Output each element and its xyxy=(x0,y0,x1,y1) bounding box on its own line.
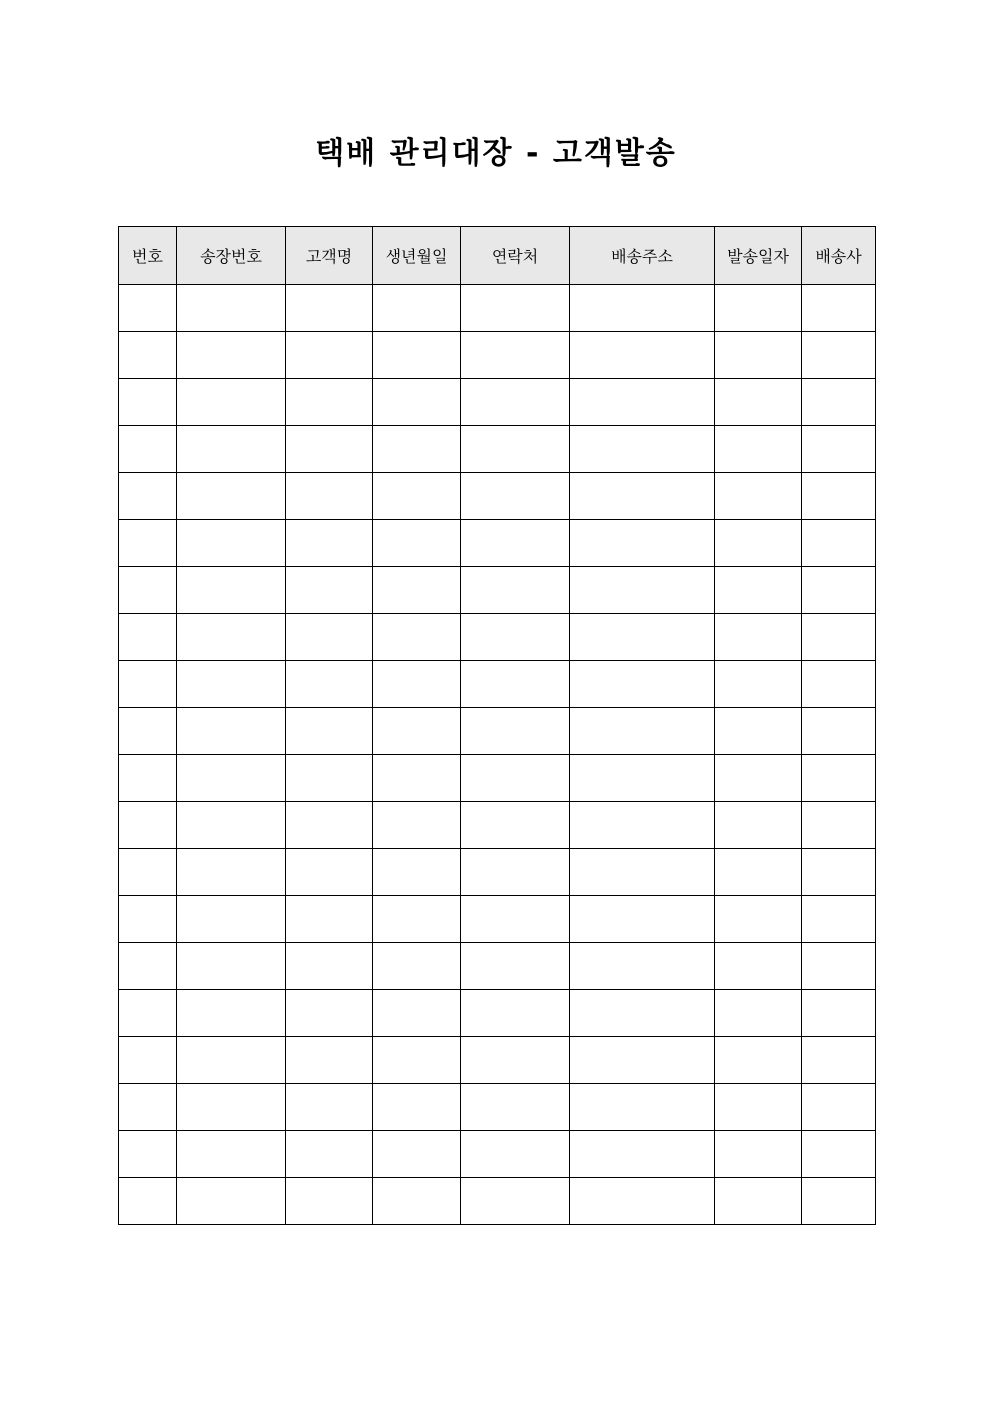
table-cell[interactable] xyxy=(802,1084,876,1131)
table-cell[interactable] xyxy=(715,802,802,849)
table-cell[interactable] xyxy=(177,1131,286,1178)
table-cell[interactable] xyxy=(570,1084,715,1131)
table-cell[interactable] xyxy=(461,520,570,567)
table-cell[interactable] xyxy=(570,379,715,426)
table-cell[interactable] xyxy=(286,990,373,1037)
table-cell[interactable] xyxy=(802,473,876,520)
table-cell[interactable] xyxy=(119,379,177,426)
table-cell[interactable] xyxy=(119,708,177,755)
table-cell[interactable] xyxy=(177,567,286,614)
table-cell[interactable] xyxy=(570,990,715,1037)
table-cell[interactable] xyxy=(461,661,570,708)
table-cell[interactable] xyxy=(461,1037,570,1084)
table-cell[interactable] xyxy=(177,426,286,473)
table-cell[interactable] xyxy=(570,285,715,332)
table-cell[interactable] xyxy=(461,567,570,614)
table-row xyxy=(119,1084,876,1131)
table-cell[interactable] xyxy=(715,896,802,943)
table-cell[interactable] xyxy=(461,379,570,426)
table-cell[interactable] xyxy=(177,896,286,943)
table-cell[interactable] xyxy=(461,990,570,1037)
table-cell[interactable] xyxy=(286,1131,373,1178)
table-cell[interactable] xyxy=(177,520,286,567)
table-cell[interactable] xyxy=(177,708,286,755)
table-cell[interactable] xyxy=(119,755,177,802)
table-cell[interactable] xyxy=(373,614,461,661)
table-cell[interactable] xyxy=(119,285,177,332)
table-cell[interactable] xyxy=(373,379,461,426)
table-cell[interactable] xyxy=(715,520,802,567)
table-cell[interactable] xyxy=(373,708,461,755)
table-cell[interactable] xyxy=(461,473,570,520)
table-cell[interactable] xyxy=(286,614,373,661)
header-customer-name: 고객명 xyxy=(286,227,373,285)
table-cell[interactable] xyxy=(570,755,715,802)
table-cell[interactable] xyxy=(286,896,373,943)
table-cell[interactable] xyxy=(286,755,373,802)
table-cell[interactable] xyxy=(570,661,715,708)
table-cell[interactable] xyxy=(373,473,461,520)
table-row xyxy=(119,755,876,802)
table-row xyxy=(119,661,876,708)
table-cell[interactable] xyxy=(570,896,715,943)
table-cell[interactable] xyxy=(802,332,876,379)
table-cell[interactable] xyxy=(570,849,715,896)
table-cell[interactable] xyxy=(286,943,373,990)
delivery-ledger-table xyxy=(118,226,876,1225)
table-cell[interactable] xyxy=(802,1037,876,1084)
header-contact: 연락처 xyxy=(461,227,570,285)
table-cell[interactable] xyxy=(461,849,570,896)
table-cell[interactable] xyxy=(461,802,570,849)
table-cell[interactable] xyxy=(715,614,802,661)
table-cell[interactable] xyxy=(373,1178,461,1225)
table-cell[interactable] xyxy=(802,990,876,1037)
table-cell[interactable] xyxy=(373,896,461,943)
table-cell[interactable] xyxy=(715,1131,802,1178)
table-cell[interactable] xyxy=(461,1131,570,1178)
table-cell[interactable] xyxy=(802,1178,876,1225)
table-cell[interactable] xyxy=(802,1131,876,1178)
table-cell[interactable] xyxy=(373,520,461,567)
table-cell[interactable] xyxy=(177,1037,286,1084)
table-row xyxy=(119,332,876,379)
table-cell[interactable] xyxy=(373,849,461,896)
table-cell[interactable] xyxy=(373,802,461,849)
table-cell[interactable] xyxy=(373,1131,461,1178)
table-cell[interactable] xyxy=(570,473,715,520)
table-cell[interactable] xyxy=(461,755,570,802)
table-cell[interactable] xyxy=(570,426,715,473)
table-cell[interactable] xyxy=(802,520,876,567)
table-cell[interactable] xyxy=(286,520,373,567)
table-row xyxy=(119,849,876,896)
table-cell[interactable] xyxy=(177,379,286,426)
header-ship-date: 발송일자 xyxy=(715,227,802,285)
table-cell[interactable] xyxy=(570,708,715,755)
table-cell[interactable] xyxy=(715,1178,802,1225)
table-cell[interactable] xyxy=(286,567,373,614)
table-cell[interactable] xyxy=(286,426,373,473)
table-cell[interactable] xyxy=(119,943,177,990)
table-cell[interactable] xyxy=(119,567,177,614)
table-row xyxy=(119,426,876,473)
table-cell[interactable] xyxy=(177,332,286,379)
table-cell[interactable] xyxy=(177,990,286,1037)
table-cell[interactable] xyxy=(715,285,802,332)
table-row xyxy=(119,943,876,990)
table-cell[interactable] xyxy=(119,1178,177,1225)
table-cell[interactable] xyxy=(570,943,715,990)
header-courier: 배송사 xyxy=(802,227,876,285)
table-cell[interactable] xyxy=(570,1037,715,1084)
table-cell[interactable] xyxy=(119,1084,177,1131)
table-cell[interactable] xyxy=(802,708,876,755)
table-cell[interactable] xyxy=(570,332,715,379)
table-cell[interactable] xyxy=(286,1037,373,1084)
table-cell[interactable] xyxy=(119,990,177,1037)
table-cell[interactable] xyxy=(461,614,570,661)
table-cell[interactable] xyxy=(461,426,570,473)
table-cell[interactable] xyxy=(286,332,373,379)
table-cell[interactable] xyxy=(177,473,286,520)
header-birth-date: 생년월일 xyxy=(373,227,461,285)
table-cell[interactable] xyxy=(461,332,570,379)
table-cell[interactable] xyxy=(373,990,461,1037)
table-cell[interactable] xyxy=(119,473,177,520)
table-row xyxy=(119,896,876,943)
table-cell[interactable] xyxy=(570,1178,715,1225)
table-cell[interactable] xyxy=(802,896,876,943)
table-cell[interactable] xyxy=(373,1084,461,1131)
table-cell[interactable] xyxy=(461,285,570,332)
table-row xyxy=(119,520,876,567)
table-cell[interactable] xyxy=(461,896,570,943)
table-cell[interactable] xyxy=(119,426,177,473)
table-cell[interactable] xyxy=(373,943,461,990)
table-cell[interactable] xyxy=(802,426,876,473)
table-cell[interactable] xyxy=(119,614,177,661)
table-cell[interactable] xyxy=(119,661,177,708)
table-cell[interactable] xyxy=(177,1084,286,1131)
table-cell[interactable] xyxy=(177,802,286,849)
header-delivery-address: 배송주소 xyxy=(570,227,715,285)
table-row xyxy=(119,1131,876,1178)
table-cell[interactable] xyxy=(286,1178,373,1225)
table-cell[interactable] xyxy=(570,520,715,567)
table-cell[interactable] xyxy=(286,473,373,520)
table-cell[interactable] xyxy=(715,426,802,473)
table-cell[interactable] xyxy=(373,1037,461,1084)
table-cell[interactable] xyxy=(119,1131,177,1178)
table-cell[interactable] xyxy=(177,614,286,661)
table-cell[interactable] xyxy=(715,473,802,520)
table-cell[interactable] xyxy=(177,1178,286,1225)
table-cell[interactable] xyxy=(715,849,802,896)
table-cell[interactable] xyxy=(461,708,570,755)
table-cell[interactable] xyxy=(715,567,802,614)
table-cell[interactable] xyxy=(119,1037,177,1084)
table-cell[interactable] xyxy=(286,849,373,896)
table-cell[interactable] xyxy=(177,755,286,802)
table-cell[interactable] xyxy=(373,661,461,708)
table-cell[interactable] xyxy=(286,802,373,849)
table-cell[interactable] xyxy=(715,1037,802,1084)
table-cell[interactable] xyxy=(119,896,177,943)
table-row xyxy=(119,614,876,661)
table-cell[interactable] xyxy=(286,285,373,332)
table-row xyxy=(119,990,876,1037)
table-cell[interactable] xyxy=(177,849,286,896)
table-cell[interactable] xyxy=(715,755,802,802)
table-row xyxy=(119,708,876,755)
table-cell[interactable] xyxy=(715,708,802,755)
table-cell[interactable] xyxy=(570,567,715,614)
table-body xyxy=(119,285,876,1225)
table-cell[interactable] xyxy=(570,1131,715,1178)
table-cell[interactable] xyxy=(715,943,802,990)
table-header-row xyxy=(119,227,876,285)
table-cell[interactable] xyxy=(286,661,373,708)
table-cell[interactable] xyxy=(373,567,461,614)
table-cell[interactable] xyxy=(286,708,373,755)
table-cell[interactable] xyxy=(373,332,461,379)
table-cell[interactable] xyxy=(802,379,876,426)
table-cell[interactable] xyxy=(715,379,802,426)
table-cell[interactable] xyxy=(715,990,802,1037)
table-cell[interactable] xyxy=(119,802,177,849)
header-number: 번호 xyxy=(119,227,177,285)
table-row xyxy=(119,802,876,849)
table-cell[interactable] xyxy=(373,755,461,802)
table-cell[interactable] xyxy=(715,661,802,708)
table-cell[interactable] xyxy=(715,332,802,379)
table-cell[interactable] xyxy=(802,755,876,802)
table-cell[interactable] xyxy=(802,849,876,896)
table-row xyxy=(119,567,876,614)
table-row xyxy=(119,1037,876,1084)
table-cell[interactable] xyxy=(119,849,177,896)
table-cell[interactable] xyxy=(802,802,876,849)
table-row xyxy=(119,473,876,520)
table-cell[interactable] xyxy=(802,943,876,990)
table-cell[interactable] xyxy=(802,567,876,614)
table-cell[interactable] xyxy=(177,285,286,332)
table-cell[interactable] xyxy=(461,1178,570,1225)
table-row xyxy=(119,1178,876,1225)
table-cell[interactable] xyxy=(286,379,373,426)
table-cell[interactable] xyxy=(802,285,876,332)
header-invoice-number: 송장번호 xyxy=(177,227,286,285)
table-cell[interactable] xyxy=(119,332,177,379)
table-cell[interactable] xyxy=(570,614,715,661)
table-cell[interactable] xyxy=(802,614,876,661)
table-cell[interactable] xyxy=(177,661,286,708)
table-row xyxy=(119,285,876,332)
table-cell[interactable] xyxy=(177,943,286,990)
table-cell[interactable] xyxy=(461,943,570,990)
table-cell[interactable] xyxy=(570,802,715,849)
table-row xyxy=(119,379,876,426)
table-cell[interactable] xyxy=(802,661,876,708)
table-cell[interactable] xyxy=(373,426,461,473)
table-cell[interactable] xyxy=(715,1084,802,1131)
table-cell[interactable] xyxy=(461,1084,570,1131)
table-cell[interactable] xyxy=(119,520,177,567)
table-cell[interactable] xyxy=(286,1084,373,1131)
page-title: 택배 관리대장 - 고객발송 xyxy=(315,136,677,171)
table-cell[interactable] xyxy=(373,285,461,332)
